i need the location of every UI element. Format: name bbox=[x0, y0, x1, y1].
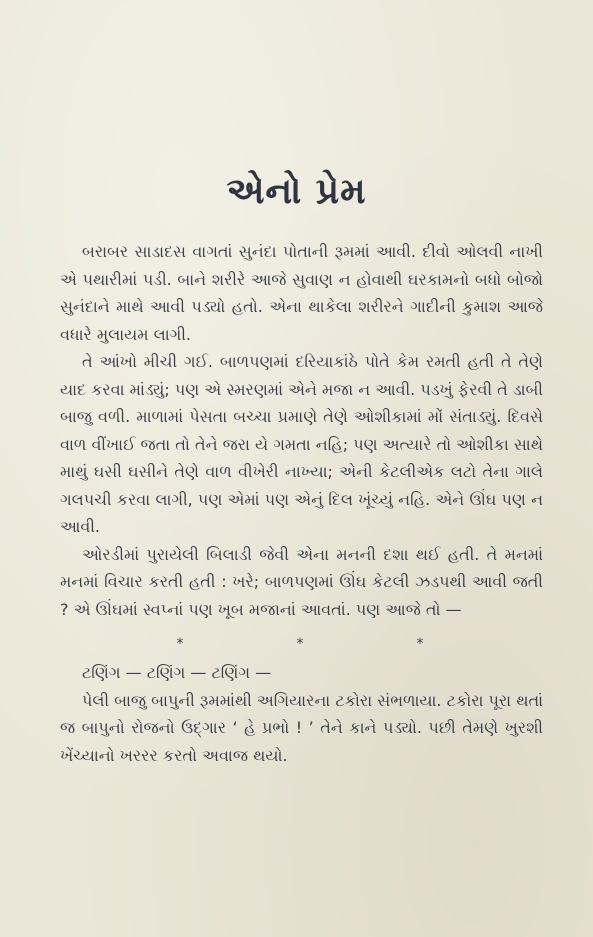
paragraph-3: ઓરડીમાં પુરાયેલી બિલાડી જેવી એના મનની દશા થઈ હતી. તે મનમાં મનમાં વિચાર કરતી હતી : ખરે; બાળપણમાં ઊંઘ કેટલી ઝડપથી આવી જતી ? એ ઊંઘમાં સ્વપ્નાં પણ ખૂબ મજાનાં આવતાં. પણ આજે તો — bbox=[60, 544, 543, 619]
paragraph-2: તે આંખો મીચી ગઈ. બાળપણમાં દરિયાકાંઠે પોતે કેમ રમતી હતી તે તેણે યાદ કરવા માંડ્યું; પણ એ સ્મરણમાં એને મજા ન આવી. પડખું ફેરવી તે ડાબી બાજુ વળી. માળામાં પેસતા બચ્ચા પ્રમાણે તેણે ઓશીકામાં મોં સંતાડ્યું. દિવસે વાળ વીંખાઈ જતા તો તેને જરા યે ગમતા નહિ; પણ અત્યારે તો ઓશીકા સાથે માથું ઘસી ઘસીને તેણે વાળ વીખેરી નાખ્યા; એની કેટલીએક લટો તેના ગાલે ગલપચી કરવા લાગી, પણ એમાં પણ એનું દિલ ખૂંચ્યું નહિ. એને ઊંઘ પણ ન આવી. bbox=[60, 352, 543, 536]
chapter-title: એનો પ્રેમ bbox=[226, 170, 367, 212]
section-separator bbox=[120, 633, 480, 655]
chapter-body bbox=[60, 238, 543, 769]
paragraph-4: પેલી બાજુ બાપુની રૂમમાંથી અગિયારના ટકોરા સંભળાયા. ટકોરા પૂરા થતાં જ બાપુનો રોજનો ઉદ્ગાર ‘ હે પ્રભો ! ’ તેને કાને પડ્યો. પછી તેમણે ખુરશી ખેંચ્યાનો ખરરર કરતો અવાજ થયો. bbox=[60, 690, 543, 765]
separator-star: * bbox=[296, 636, 304, 652]
paragraph-1: બરાબર સાડાદસ વાગતાં સુનંદા પોતાની રૂમમાં આવી. દીવો ઓલવી નાખી એ પથારીમાં પડી. બાને શરીરે આજે સુવાણ ન હોવાથી ઘરકામનો બધો બોજો સુનંદાને માથે આવી પડ્યો હતો. એના થાકેલા શરીરને ગાદીની કુમાશ આજે વધારે મુલાયમ લાગી. bbox=[60, 242, 543, 344]
clock-chime-line: ટણિંગ — ટણિંગ — ટણિંગ — bbox=[82, 663, 272, 682]
separator-star: * bbox=[416, 636, 424, 652]
separator-star: * bbox=[176, 636, 184, 652]
